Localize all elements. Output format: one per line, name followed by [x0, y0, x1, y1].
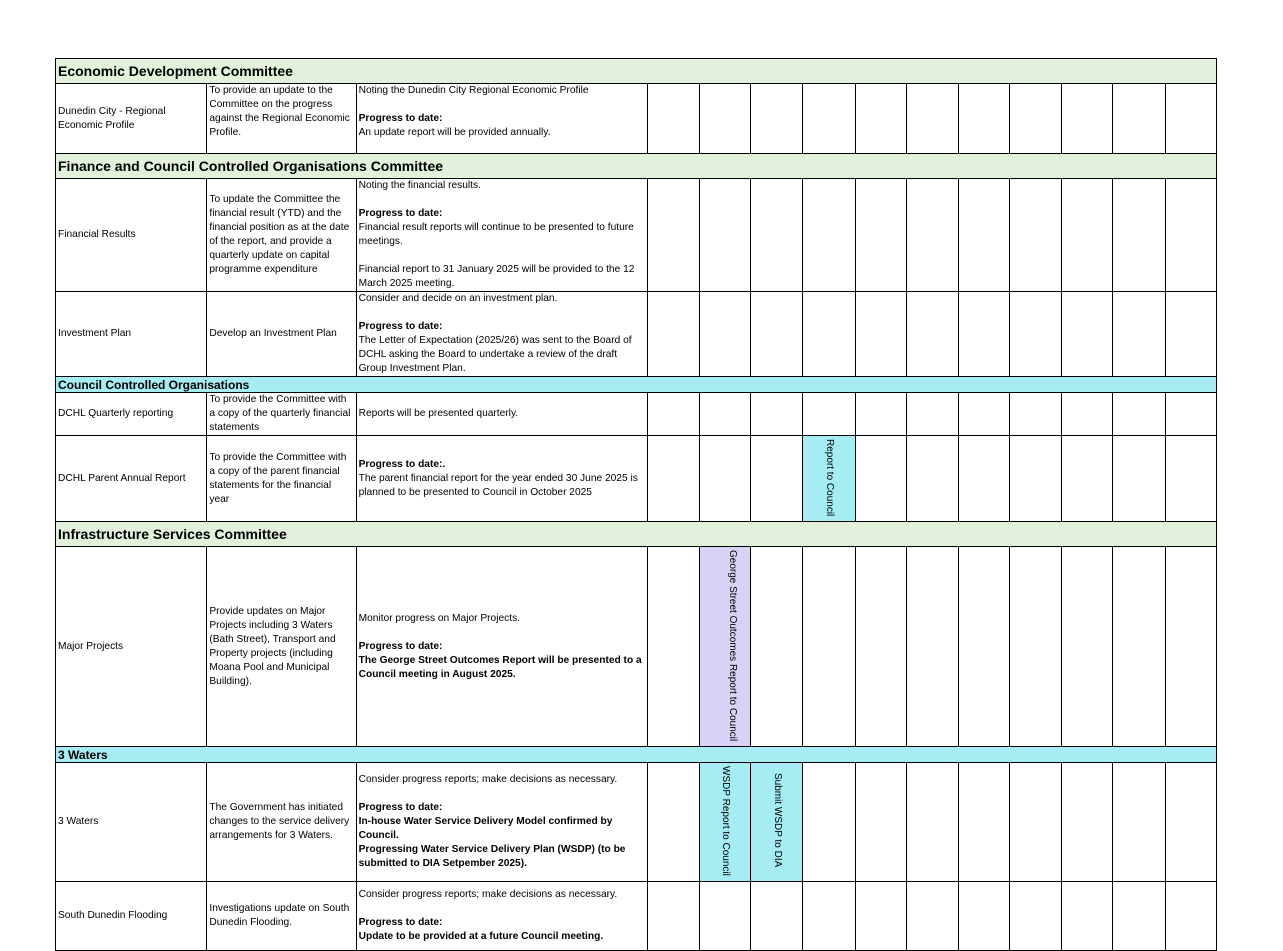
section-economic-development [56, 59, 1217, 84]
timeline-cell [1010, 179, 1062, 292]
timeline-cell [958, 84, 1009, 154]
section-title: Economic Development Committee [56, 59, 1217, 84]
timeline-cell [1165, 393, 1216, 436]
timeline-cell [700, 882, 751, 951]
table-row [56, 547, 1217, 747]
timeline-cell [1062, 882, 1113, 951]
item-cell: South Dunedin Flooding [56, 882, 207, 951]
timeline-cell [647, 393, 699, 436]
item-cell: DCHL Quarterly reporting [56, 393, 207, 436]
item-cell: DCHL Parent Annual Report [56, 436, 207, 522]
timeline-cell [803, 84, 855, 154]
timeline-cell [751, 292, 803, 377]
purpose-cell: To update the Committee the financial result (YTD) and the financial position as at the date of the report, and provide a quarterly update on capital programme expenditure [207, 179, 356, 292]
timeline-cell [1113, 763, 1165, 882]
item-cell: Financial Results [56, 179, 207, 292]
timeline-cell [906, 436, 958, 522]
milestone-cell [700, 763, 751, 882]
action-text: Consider progress reports; make decisions as necessary. [358, 889, 618, 901]
timeline-cell [906, 547, 958, 747]
section-finance [56, 154, 1217, 179]
timeline-cell [647, 84, 699, 154]
milestone-label: George Street Outcomes Report to Council [727, 550, 739, 742]
timeline-cell [958, 292, 1009, 377]
timeline-cell [958, 547, 1009, 747]
timeline-cell [1010, 393, 1062, 436]
timeline-cell [855, 436, 906, 522]
timeline-cell [855, 292, 906, 377]
table-row [56, 84, 1217, 154]
timeline-cell [1113, 179, 1165, 292]
timeline-cell [855, 84, 906, 154]
timeline-cell [700, 84, 751, 154]
purpose-cell: To provide an update to the Committee on the progress against the Regional Economic Profile. [207, 84, 356, 154]
purpose-cell: To provide the Committee with a copy of the quarterly financial statements [207, 393, 356, 436]
action-cell [356, 882, 647, 951]
progress-label: Progress to date: [358, 802, 443, 814]
section-title: Council Controlled Organisations [56, 377, 1217, 393]
timeline-cell [1165, 436, 1216, 522]
timeline-cell [751, 393, 803, 436]
progress-text: Financial report to 31 January 2025 will be provided to the 12 March 2025 meeting. [358, 264, 635, 289]
milestone-cell [803, 436, 855, 522]
timeline-cell [855, 179, 906, 292]
timeline-cell [803, 763, 855, 882]
milestone-label: Report to Council [823, 439, 835, 517]
timeline-cell [1010, 84, 1062, 154]
item-cell: Investment Plan [56, 292, 207, 377]
section-title: 3 Waters [56, 747, 1217, 763]
action-cell: Reports will be presented quarterly. [356, 393, 647, 436]
timeline-cell [1165, 84, 1216, 154]
table-row [56, 436, 1217, 522]
timeline-cell [647, 882, 699, 951]
timeline-cell [751, 882, 803, 951]
table-row [56, 882, 1217, 951]
progress-text: Update to be provided at a future Council meeting. [358, 931, 604, 943]
timeline-cell [751, 179, 803, 292]
timeline-cell [906, 763, 958, 882]
action-cell [356, 763, 647, 882]
section-title: Infrastructure Services Committee [56, 522, 1217, 547]
milestone-cell [700, 547, 751, 747]
progress-label: Progress to date: [358, 113, 443, 124]
timeline-cell [906, 882, 958, 951]
timeline-cell [1010, 763, 1062, 882]
progress-text: Financial result reports will continue to be presented to future meetings. [358, 222, 634, 247]
timeline-cell [1165, 179, 1216, 292]
item-cell: Major Projects [56, 547, 207, 747]
timeline-cell [700, 179, 751, 292]
timeline-cell [647, 763, 699, 882]
timeline-cell [1062, 84, 1113, 154]
section-infrastructure [56, 522, 1217, 547]
timeline-cell [647, 292, 699, 377]
timeline-cell [958, 763, 1009, 882]
item-cell: Dunedin City - Regional Economic Profile [56, 84, 207, 154]
timeline-cell [1010, 882, 1062, 951]
timeline-cell [1062, 763, 1113, 882]
action-text: Noting the financial results. [358, 180, 481, 191]
table-row [56, 292, 1217, 377]
work-programme-table [55, 58, 1217, 951]
timeline-cell [803, 882, 855, 951]
timeline-cell [855, 763, 906, 882]
timeline-cell [1113, 292, 1165, 377]
timeline-cell [803, 179, 855, 292]
action-cell [356, 292, 647, 377]
timeline-cell [958, 436, 1009, 522]
timeline-cell [1010, 547, 1062, 747]
progress-label: Progress to date: [358, 208, 443, 219]
timeline-cell [1010, 436, 1062, 522]
timeline-cell [1113, 547, 1165, 747]
timeline-cell [700, 292, 751, 377]
timeline-cell [1062, 547, 1113, 747]
action-text: Consider progress reports; make decisions as necessary. [358, 774, 618, 786]
progress-label: Progress to date: [358, 640, 443, 652]
timeline-cell [803, 393, 855, 436]
timeline-cell [700, 393, 751, 436]
timeline-cell [906, 393, 958, 436]
timeline-cell [700, 436, 751, 522]
action-cell [356, 179, 647, 292]
purpose-cell: Develop an Investment Plan [207, 292, 356, 377]
milestone-label: WSDP Report to Council [720, 766, 732, 877]
table-row [56, 763, 1217, 882]
timeline-cell [803, 292, 855, 377]
timeline-cell [751, 436, 803, 522]
timeline-cell [1062, 179, 1113, 292]
purpose-cell: Provide updates on Major Projects including 3 Waters (Bath Street), Transport and Property projects (including Moana Pool and Municipal Building). [207, 547, 356, 747]
progress-text: The George Street Outcomes Report will be presented to a Council meeting in August 2025. [358, 654, 642, 680]
table-row [56, 179, 1217, 292]
purpose-cell: To provide the Committee with a copy of the parent financial statements for the financial year [207, 436, 356, 522]
progress-label: Progress to date:. [358, 458, 446, 470]
progress-text: An update report will be provided annually. [358, 127, 551, 138]
timeline-cell [906, 179, 958, 292]
section-title: Finance and Council Controlled Organisations Committee [56, 154, 1217, 179]
progress-label: Progress to date: [358, 917, 443, 929]
timeline-cell [1165, 292, 1216, 377]
timeline-cell [958, 179, 1009, 292]
timeline-cell [1062, 436, 1113, 522]
progress-label: Progress to date: [358, 321, 443, 332]
timeline-cell [647, 179, 699, 292]
timeline-cell [803, 547, 855, 747]
timeline-cell [958, 882, 1009, 951]
timeline-cell [1062, 292, 1113, 377]
table-row [56, 393, 1217, 436]
progress-text: Progressing Water Service Delivery Plan (WSDP) (to be submitted to DIA Setpember 2025). [358, 844, 626, 870]
timeline-cell [855, 393, 906, 436]
timeline-cell [958, 393, 1009, 436]
timeline-cell [1113, 436, 1165, 522]
timeline-cell [906, 292, 958, 377]
timeline-cell [855, 547, 906, 747]
progress-text: The parent financial report for the year ended 30 June 2025 is planned to be presented to Council in October 2025 [358, 472, 638, 498]
timeline-cell [1113, 393, 1165, 436]
section-cco [56, 377, 1217, 393]
milestone-label: Submit WSDP to DIA [771, 773, 783, 868]
timeline-cell [647, 547, 699, 747]
timeline-cell [855, 882, 906, 951]
action-text: Monitor progress on Major Projects. [358, 612, 520, 624]
timeline-cell [1165, 547, 1216, 747]
timeline-cell [1113, 84, 1165, 154]
action-text: Consider and decide on an investment plan. [358, 293, 558, 304]
timeline-cell [1113, 882, 1165, 951]
timeline-cell [751, 84, 803, 154]
timeline-cell [1165, 882, 1216, 951]
item-cell: 3 Waters [56, 763, 207, 882]
timeline-cell [1165, 763, 1216, 882]
progress-text: The Letter of Expectation (2025/26) was sent to the Board of DCHL asking the Board to undertake a review of the draft Group Investment Plan. [358, 335, 632, 374]
milestone-cell [751, 763, 803, 882]
action-cell [356, 84, 647, 154]
progress-text: In-house Water Service Delivery Model confirmed by Council. [358, 816, 613, 842]
timeline-cell [1062, 393, 1113, 436]
action-text: Noting the Dunedin City Regional Economic Profile [358, 85, 589, 96]
timeline-cell [1010, 292, 1062, 377]
action-cell [356, 547, 647, 747]
timeline-cell [647, 436, 699, 522]
timeline-cell [906, 84, 958, 154]
purpose-cell: Investigations update on South Dunedin Flooding. [207, 882, 356, 951]
action-cell [356, 436, 647, 522]
purpose-cell: The Government has initiated changes to the service delivery arrangements for 3 Waters. [207, 763, 356, 882]
section-3-waters [56, 747, 1217, 763]
timeline-cell [751, 547, 803, 747]
